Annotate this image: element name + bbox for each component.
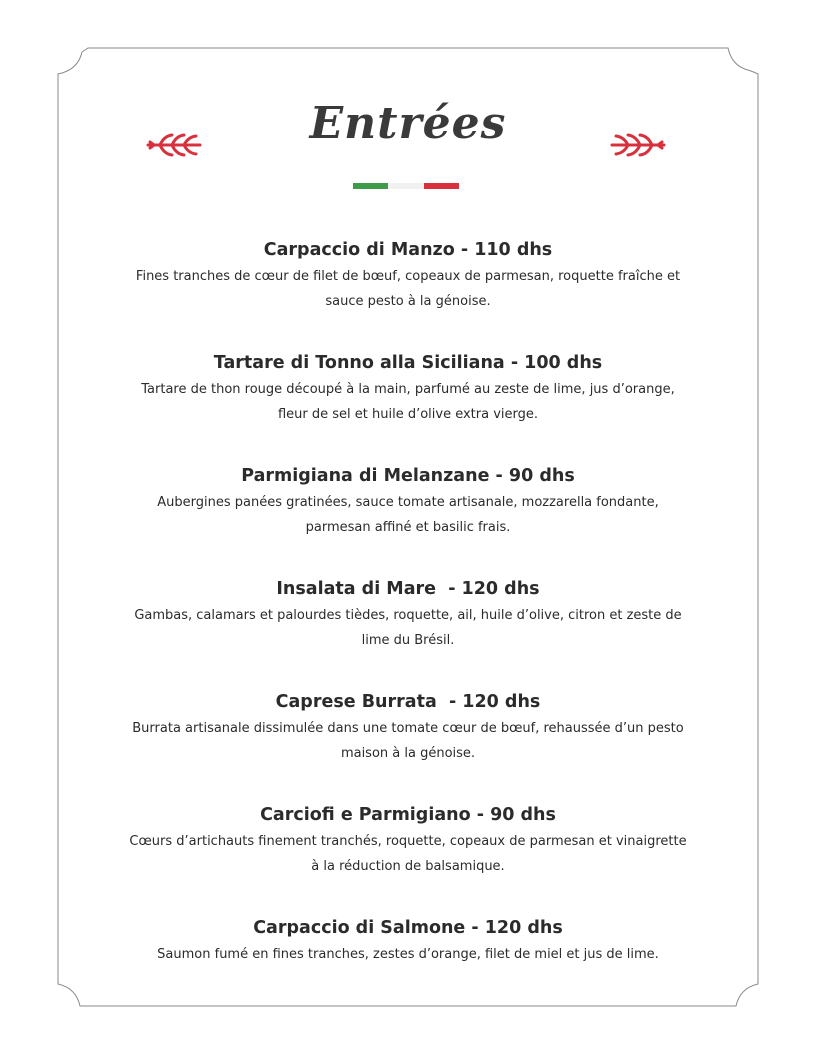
menu-item	[120, 462, 696, 575]
menu-item-name: Carciofi e Parmigiano - 90 dhs	[260, 805, 556, 825]
italian-flag-divider	[353, 183, 459, 189]
menu-item	[120, 801, 696, 914]
menu-item-description: Tartare de thon rouge découpé à la main, parfumé au zeste de lime, jus d’orange, fleur de sel et huile d’olive extra vierge.	[141, 382, 675, 422]
menu-item	[120, 349, 696, 462]
menu-item	[120, 236, 696, 349]
flag-red-stripe	[424, 183, 459, 189]
menu-item	[120, 575, 696, 688]
menu-item-description: Aubergines panées gratinées, sauce tomate artisanale, mozzarella fondante, parmesan affiné et basilic frais.	[157, 495, 659, 535]
menu-items-list	[120, 236, 696, 1027]
menu-item-description: Burrata artisanale dissimulée dans une tomate cœur de bœuf, rehaussée d’un pesto maison à la génoise.	[132, 721, 684, 761]
leaf-sprig-right-icon	[610, 132, 666, 158]
menu-item-name: Tartare di Tonno alla Siciliana - 100 dhs	[213, 353, 603, 373]
menu-item-description: Gambas, calamars et palourdes tièdes, roquette, ail, huile d’olive, citron et zeste de lime du Brésil.	[134, 608, 682, 648]
menu-item-name: Caprese Burrata - 120 dhs	[275, 692, 541, 712]
menu-item-description: Cœurs d’artichauts finement tranchés, roquette, copeaux de parmesan et vinaigrette à la réduction de balsamique.	[129, 834, 687, 874]
flag-white-stripe	[388, 183, 423, 189]
menu-item-name: Insalata di Mare - 120 dhs	[276, 579, 540, 599]
menu-item	[120, 914, 696, 1027]
menu-item-name: Carpaccio di Salmone - 120 dhs	[253, 918, 563, 938]
leaf-sprig-left-icon	[146, 132, 202, 158]
page-title: Entrées	[309, 98, 507, 149]
menu-item-name: Parmigiana di Melanzane - 90 dhs	[241, 466, 575, 486]
menu-item-description: Fines tranches de cœur de filet de bœuf, copeaux de parmesan, roquette fraîche et sauce pesto à la génoise.	[135, 269, 681, 309]
menu-item	[120, 688, 696, 801]
flag-green-stripe	[353, 183, 388, 189]
menu-item-description: Saumon fumé en fines tranches, zestes d’orange, filet de miel et jus de lime.	[157, 947, 659, 962]
menu-item-name: Carpaccio di Manzo - 110 dhs	[263, 240, 553, 260]
